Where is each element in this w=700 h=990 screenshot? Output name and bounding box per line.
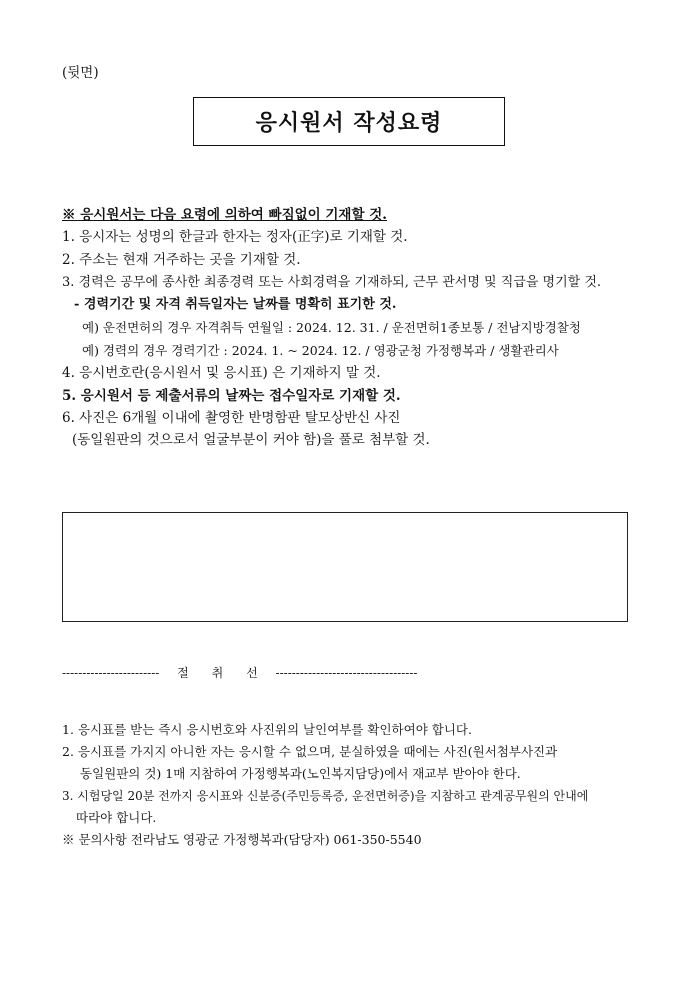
contact-info: ※ 문의사항 전라남도 영광군 가정행복과(담당자) 061-350-5540 — [62, 832, 422, 847]
instruction-item: 6. 사진은 6개월 이내에 촬영한 반명함판 탈모상반신 사진 — [62, 410, 401, 426]
ticket-note: 동일원판의 것) 1매 지참하여 가정행복과(노인복지담당)에서 재교부 받아야 한다. — [80, 766, 521, 781]
instruction-item: 4. 응시번호란(응시원서 및 응시표) 은 기재하지 말 것. — [62, 365, 381, 381]
blank-box — [62, 512, 628, 622]
instruction-subitem: - 경력기간 및 자격 취득일자는 날짜를 명확히 표기한 것. — [74, 297, 397, 312]
cut-line-label: 절 취 선 — [177, 666, 258, 680]
side-label: (뒷면) — [62, 65, 99, 81]
cut-line — [62, 664, 417, 682]
cut-line-dashes: ------------------------ — [62, 666, 160, 680]
ticket-note: 3. 시험당일 20분 전까지 응시표와 신분증(주민등록증, 운전면허증)을 지참하고 관계공무원의 안내에 — [62, 789, 589, 803]
instruction-item: (동일원판의 것으로서 얼굴부분이 커야 함)을 풀로 첨부할 것. — [72, 432, 430, 448]
page-title: 응시원서 작성요령 — [193, 97, 505, 146]
instruction-item: 2. 주소는 현재 거주하는 곳을 기재할 것. — [62, 252, 301, 268]
cut-line-dashes: ----------------------------------- — [275, 666, 418, 680]
instruction-example: 예) 운전면허의 경우 자격취득 연월일 : 2024. 12. 31. / 운전면허1종보통 / 전남지방경찰청 — [82, 320, 581, 335]
instruction-example: 예) 경력의 경우 경력기간 : 2024. 1. ~ 2024. 12. / 영광군청 가정행복과 / 생활관리사 — [82, 343, 559, 358]
ticket-note: 따라야 합니다. — [76, 810, 157, 825]
notice-header: ※ 응시원서는 다음 요령에 의하여 빠짐없이 기재할 것. — [62, 207, 387, 223]
instruction-item: 5. 응시원서 등 제출서류의 날짜는 접수일자로 기재할 것. — [62, 388, 401, 404]
ticket-note: 2. 응시표를 가지지 아니한 자는 응시할 수 없으며, 분실하였을 때에는 사진(원서첨부사진과 — [62, 744, 558, 759]
instruction-item: 3. 경력은 공무에 종사한 최종경력 또는 사회경력을 기재하되, 근무 관서명 및 직급을 명기할 것. — [62, 275, 602, 290]
ticket-note: 1. 응시표를 받는 즉시 응시번호와 사진위의 날인여부를 확인하여야 합니다. — [62, 722, 472, 737]
instruction-item: 1. 응시자는 성명의 한글과 한자는 정자(正字)로 기재할 것. — [62, 229, 408, 245]
